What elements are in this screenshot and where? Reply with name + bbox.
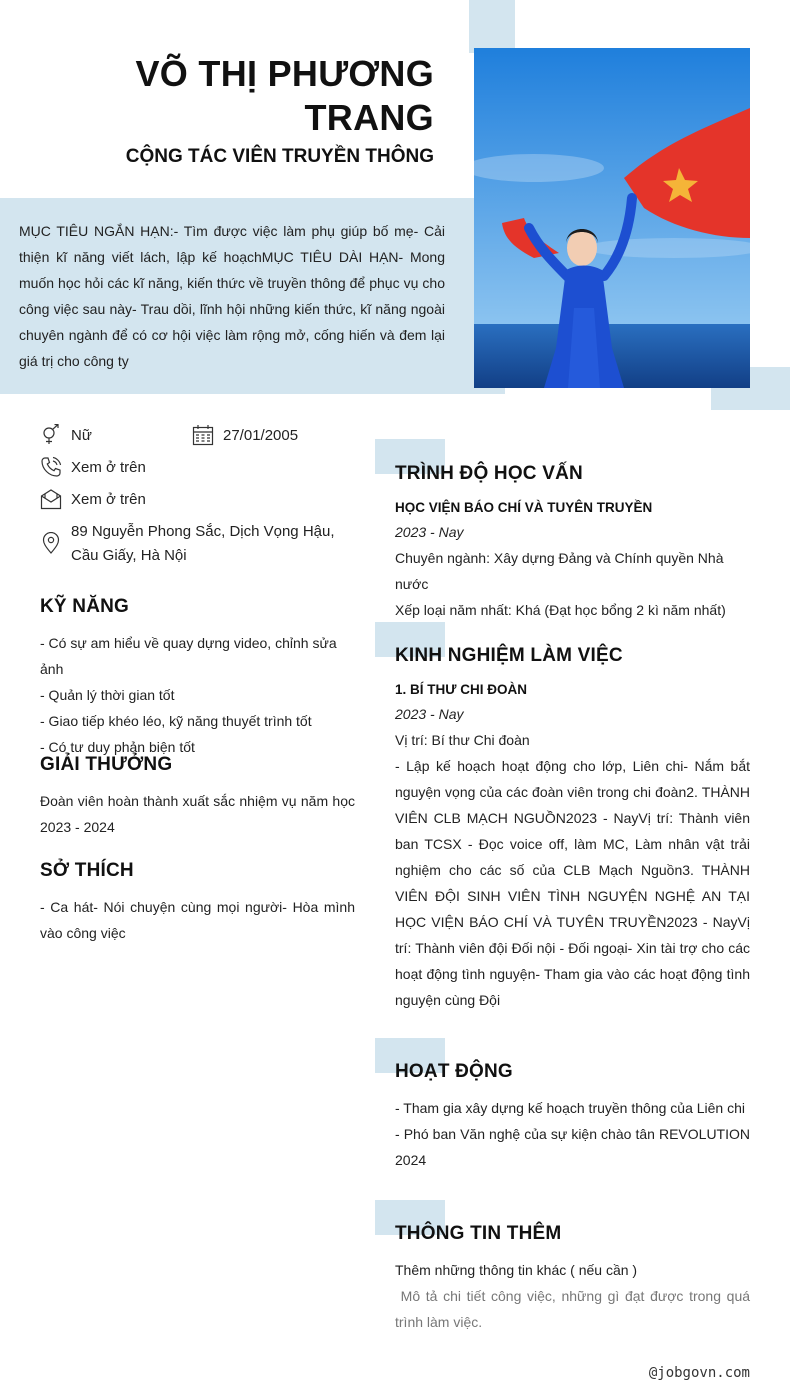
email-icon [40,488,62,510]
address-value: 89 Nguyễn Phong Sắc, Dịch Vọng Hậu, Cầu Giấy, Hà Nội [71,523,335,564]
education-block [395,495,750,623]
education-grade: Xếp loại năm nhất: Khá (Đạt học bổng 2 kì năm nhất) [395,602,726,618]
activity-item: - Phó ban Văn nghệ của sự kiện chào tân REVOLUTION 2024 [395,1126,750,1168]
extra-info-block [395,1257,754,1335]
education-date: 2023 - Nay [395,524,464,540]
candidate-name-line2: TRANG [304,97,434,138]
gender-icon [40,424,62,446]
candidate-role: CỘNG TÁC VIÊN TRUYỀN THÔNG [125,146,434,167]
contact-gender [40,424,92,448]
calendar-icon [192,424,214,446]
skills-title: KỸ NĂNG [40,596,130,617]
skill-item: - Có sự am hiểu về quay dựng video, chỉnh sửa ảnh [40,635,337,677]
footer-watermark: @jobgovn.com [648,1365,750,1381]
experience-block [395,677,750,1013]
hobbies-text: - Ca hát- Nói chuyện cùng mọi người- Hòa mình vào công việc [40,899,355,941]
activities-title: HOẠT ĐỘNG [395,1061,513,1082]
contact-birthdate [192,424,298,448]
skill-item: - Quản lý thời gian tốt [40,687,175,703]
phone-icon [40,456,62,478]
hobbies-title: SỞ THÍCH [40,860,134,881]
phone-value: Xem ở trên [71,459,146,476]
experience-date: 2023 - Nay [395,706,464,722]
education-major: Chuyên ngành: Xây dựng Đảng và Chính quyền Nhà nước [395,550,724,592]
skills-list [40,630,355,760]
education-title: TRÌNH ĐỘ HỌC VẤN [395,463,583,484]
candidate-name [100,52,434,140]
profile-photo [474,48,750,388]
experience-title: KINH NGHIỆM LÀM VIỆC [395,645,623,666]
email-value: Xem ở trên [71,491,146,508]
accent-square-top [469,0,515,53]
skill-item: - Có tư duy phản biện tốt [40,739,195,755]
awards-text: Đoàn viên hoàn thành xuất sắc nhiệm vụ năm học 2023 - 2024 [40,793,355,835]
experience-position: Vị trí: Bí thư Chi đoàn [395,732,530,748]
activities-list [395,1095,750,1173]
education-school: HỌC VIỆN BÁO CHÍ VÀ TUYÊN TRUYỀN [395,500,653,515]
extra-info-title: THÔNG TIN THÊM [395,1223,562,1244]
activity-item: - Tham gia xây dựng kế hoạch truyền thông của Liên chi [395,1100,745,1116]
extra-info-line2: Mô tả chi tiết công việc, những gì đạt được trong quá trình làm việc. [395,1288,754,1330]
contact-email [40,488,146,512]
career-objective-box [0,198,474,394]
experience-description: - Lập kế hoạch hoạt động cho lớp, Liên chi- Nắm bắt nguyện vọng của các đoàn viên trong chi đoàn2. THÀNH VIÊN CLB MẠCH NGUỒN2023 - NayVị trí: Thành viên ban TCSX - Đọc voice off, làm MC, Làm nhân vật trải nghiệm cho các số của CLB Mạch Nguồn3. THÀNH VIÊN ĐỘI SINH VIÊN TÌNH NGUYỆN NGHỆ AN TẠI HỌC VIỆN BÁO CHÍ VÀ TUYÊN TRUYỀN2023 - NayVị trí: Thành viên đội Đối nội - Đối ngoại- Xin tài trợ cho các hoạt động tình nguyện- Tham gia vào các hoạt động tình nguyện cùng Đội [395,758,750,1008]
candidate-name-line1: VÕ THỊ PHƯƠNG [135,53,434,94]
career-objective-text: MỤC TIÊU NGẮN HẠN:- Tìm được việc làm phụ giúp bố mẹ- Cải thiện kĩ năng viết lách, lập kế hoạchMỤC TIÊU DÀI HẠN- Mong muốn học hỏi các kĩ năng, kiến thức về truyền thông để phục vụ cho công việc sau này- Trau dồi, lĩnh hội những kiến thức, kĩ năng ngoài chuyên ngành để có cơ hội việc làm rộng mở, cống hiến và đem lại giá trị cho công ty [19,223,445,369]
contact-address [40,520,355,568]
contact-phone [40,456,146,480]
skill-item: - Giao tiếp khéo léo, kỹ năng thuyết trình tốt [40,713,312,729]
experience-org: 1. BÍ THƯ CHI ĐOÀN [395,682,527,697]
gender-value: Nữ [71,427,92,444]
extra-info-line1: Thêm những thông tin khác ( nếu cần ) [395,1262,638,1278]
location-pin-icon [40,532,62,554]
awards-title: GIẢI THƯỞNG [40,754,173,775]
birthdate-value: 27/01/2005 [223,427,299,444]
